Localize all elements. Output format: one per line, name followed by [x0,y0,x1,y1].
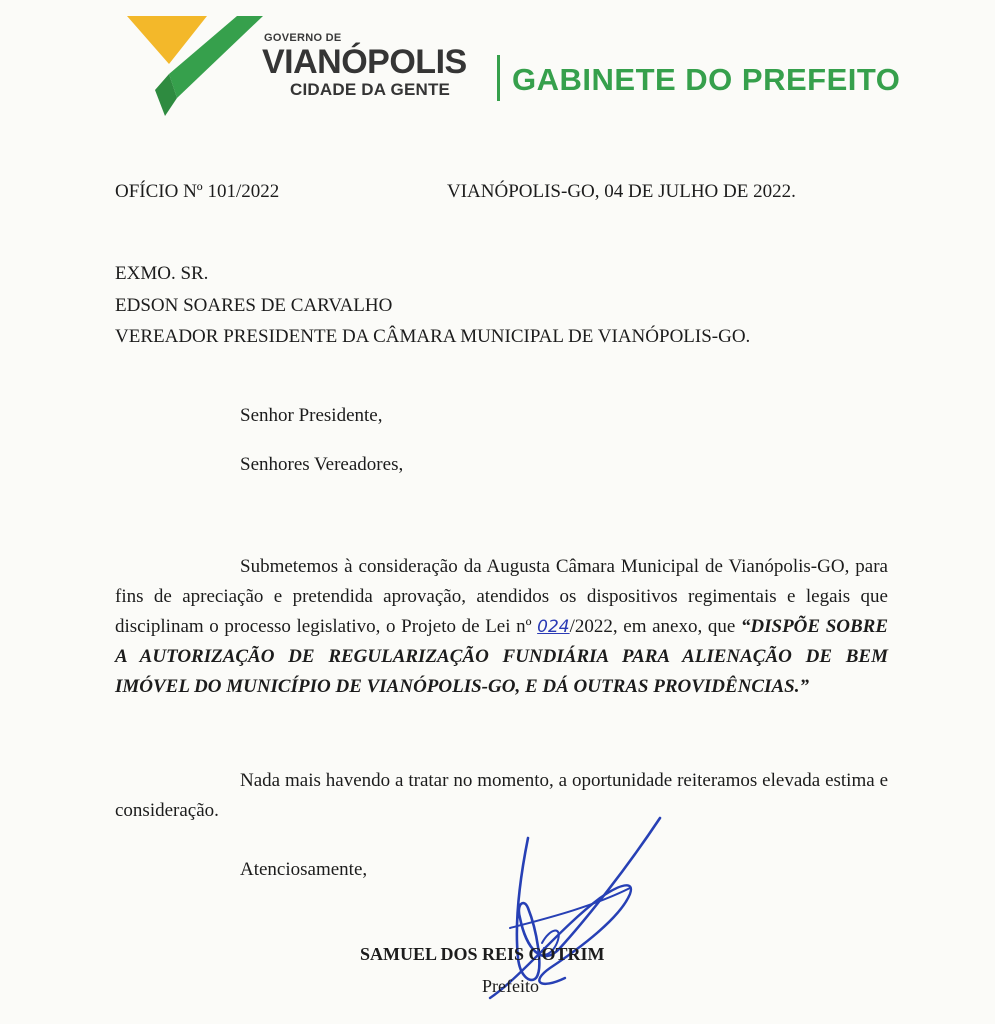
office-title: GABINETE DO PREFEITO [512,62,901,97]
body-text: /2022, em anexo, que [569,616,741,637]
handwritten-bill-number: 024 [537,617,570,637]
recipient-line: EXMO. SR. [115,263,209,284]
vianopolis-logo-icon [125,12,265,117]
letterhead [0,0,995,120]
closing-text: Nada mais havendo a tratar no momento, a oportunidade reiteramos elevada estima e consideração. [115,770,888,821]
logo-slogan: CIDADE DA GENTE [290,80,451,99]
signer-title: Prefeito [482,976,539,996]
logo-wordmark [262,32,492,102]
letter-body-paragraph [115,552,888,702]
salutation-line: Senhor Presidente, [240,405,383,426]
signer-name: SAMUEL DOS REIS COTRIM [360,944,605,964]
letter-reference: OFÍCIO Nº 101/2022 [115,181,280,202]
body-text: Submetemos à consideração da Augusta Câmara Municipal de Vianópolis-GO, para fins de apreciação e pretendida aprovação, atendidos os dispositivos regimentais e legais que disciplinam o processo legislativo, o Projeto de Lei nº [115,556,888,637]
sign-off: Atenciosamente, [240,859,368,880]
logo-city-name: VIANÓPOLIS [262,43,467,81]
letter-place-date: VIANÓPOLIS-GO, 04 DE JULHO DE 2022. [447,181,796,202]
logo-gov-label: GOVERNO DE [264,32,342,44]
salutation-line: Senhores Vereadores, [240,454,404,475]
header-divider [497,55,500,101]
recipient-line: VEREADOR PRESIDENTE DA CÂMARA MUNICIPAL DE VIANÓPOLIS-GO. [115,326,751,347]
recipient-line: EDSON SOARES DE CARVALHO [115,295,393,316]
bill-subject: “DISPÕE SOBRE A AUTORIZAÇÃO DE REGULARIZAÇÃO FUNDIÁRIA PARA ALIENAÇÃO DE BEM IMÓVEL DO MUNICÍPIO DE VIANÓPOLIS-GO, E DÁ OUTRAS PROVIDÊNCIAS.” [115,616,888,697]
